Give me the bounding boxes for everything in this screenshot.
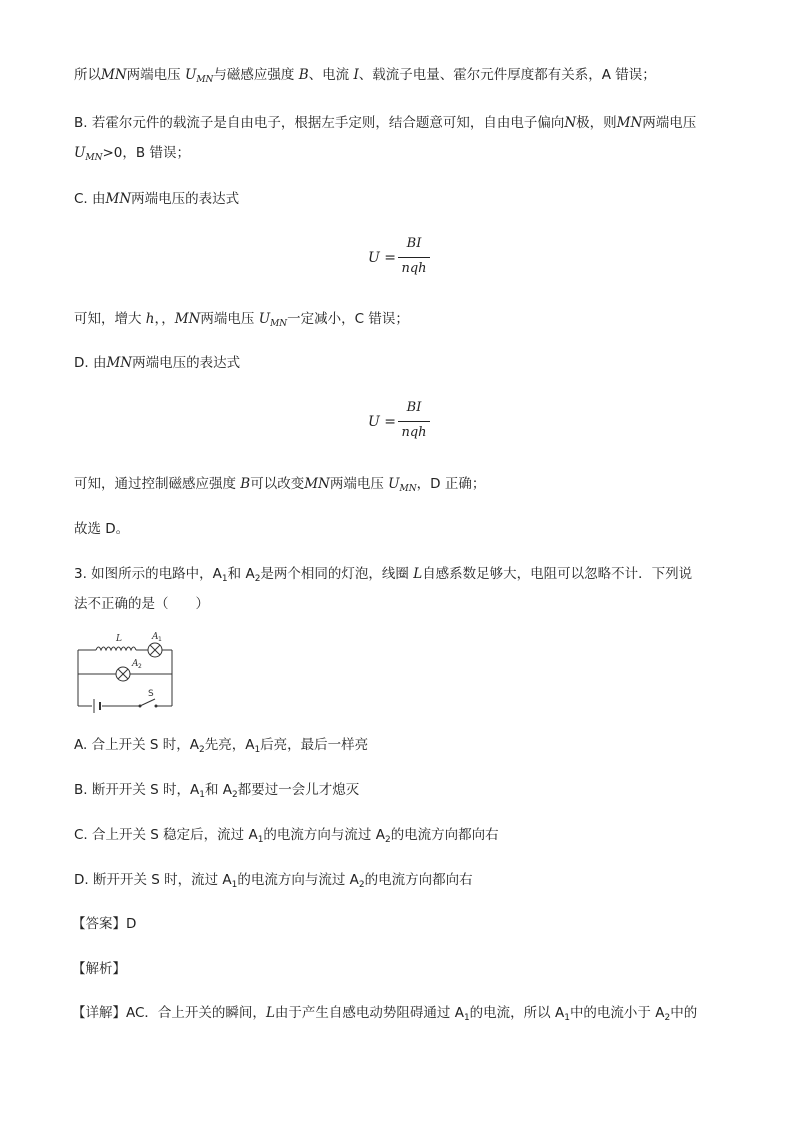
symbol-mn: MN <box>304 476 330 492</box>
battery <box>94 699 100 713</box>
option-b <box>74 781 359 804</box>
subscript: 1 <box>199 790 205 800</box>
text: 可以改变 <box>250 476 305 492</box>
subscript: 1 <box>257 835 264 845</box>
paragraph-voltage-dependence <box>74 66 656 89</box>
subscript: 2 <box>254 574 261 584</box>
subscript-mn: MN <box>399 484 417 494</box>
symbol-b: B <box>240 476 251 492</box>
fraction-bar <box>398 421 430 422</box>
symbol-n: N <box>564 115 577 131</box>
text: C. 合上开关 S 稳定后，流过 A <box>74 827 258 843</box>
text: 法不正确的是（ ） <box>74 596 209 612</box>
equation-numerator: BI <box>406 400 422 415</box>
paragraph-option-b-explanation-cont <box>74 144 190 167</box>
paragraph-option-b-explanation <box>74 114 696 132</box>
text: 两端电压 <box>126 67 185 83</box>
text: 的电流方向都向右 <box>390 827 499 843</box>
text: 两端电压的表达式 <box>131 191 240 207</box>
subscript-mn: MN <box>85 153 103 163</box>
symbol-mn: MN <box>106 355 133 371</box>
analysis-label <box>72 960 126 978</box>
text: 中的电流小于 A <box>569 1005 665 1021</box>
text: 和 A <box>204 782 232 798</box>
switch-s <box>139 699 157 707</box>
text: 和 A <box>227 566 255 582</box>
label-a2-sub: 2 <box>138 663 142 670</box>
equation-lhs: U = <box>368 250 396 266</box>
symbol-mn: MN <box>616 115 643 131</box>
text: 都要过一会儿才熄灭 <box>237 782 360 798</box>
text: 两端电压 <box>329 476 389 492</box>
circuit-diagram <box>72 628 182 718</box>
text: 可知，通过控制磁感应强度 <box>74 476 241 492</box>
text: 由于产生自感电动势阻碍通过 A <box>274 1005 464 1021</box>
equation-numerator: BI <box>406 236 422 251</box>
symbol-mn: MN <box>105 191 132 207</box>
text: 是两个相同的灯泡，线圈 <box>260 566 414 582</box>
text: 的电流方向与流过 A <box>263 827 385 843</box>
symbol-b: B <box>298 67 309 83</box>
text: 、电流 <box>308 67 354 83</box>
label-a2: A <box>132 659 139 669</box>
text: 中的 <box>670 1005 698 1021</box>
symbol-l: L <box>413 566 423 582</box>
subscript: 2 <box>198 745 205 755</box>
symbol-l: L <box>265 1005 275 1021</box>
paragraph-choose-d <box>74 520 129 538</box>
subscript: 1 <box>254 745 261 755</box>
subscript: 1 <box>231 880 238 890</box>
label-l: L <box>116 634 122 644</box>
subscript-mn: MN <box>196 75 214 85</box>
symbol-u: U <box>388 476 400 492</box>
subscript: 2 <box>664 1013 671 1023</box>
paragraph-option-d-conclusion <box>74 475 485 498</box>
answer-label <box>72 915 136 933</box>
text: >0，B 错误； <box>102 145 190 161</box>
text: 两端电压 <box>200 311 259 327</box>
question-3-stem <box>74 565 692 588</box>
text: 的电流方向都向右 <box>364 872 473 888</box>
text: A. 合上开关 S 时，A <box>74 737 199 753</box>
symbol-u: U <box>184 67 197 83</box>
text: B. 若霍尔元件的载流子是自由电子，根据左手定则，结合题意可知，自由电子偏向 <box>74 115 565 131</box>
text: 两端电压 <box>642 115 697 131</box>
text: 后亮，最后一样亮 <box>260 737 369 753</box>
equation-denominator: nqh <box>401 261 427 276</box>
text: 的电流，所以 A <box>469 1005 565 1021</box>
text: 两端电压的表达式 <box>132 355 241 371</box>
fraction-bar <box>398 257 430 258</box>
symbol-h: h <box>145 311 155 327</box>
equation-2 <box>368 400 488 446</box>
detail-paragraph <box>72 1004 697 1027</box>
answer-text: 【答案】D <box>72 916 137 932</box>
subscript: 1 <box>221 574 228 584</box>
subscript: 2 <box>384 835 391 845</box>
text: 故选 D。 <box>74 521 130 537</box>
lamp-a2 <box>116 667 130 681</box>
subscript: 2 <box>232 790 238 800</box>
paragraph-option-c-intro <box>74 190 239 208</box>
equation-1 <box>368 236 488 282</box>
inductor-coil <box>96 647 136 650</box>
equation-denominator: nqh <box>401 425 427 440</box>
text: 可知，增大 <box>74 311 146 327</box>
text: B. 断开开关 S 时，A <box>74 782 200 798</box>
paragraph-option-c-conclusion <box>74 310 409 333</box>
text: 极，则 <box>576 115 617 131</box>
symbol-u: U <box>258 311 271 327</box>
option-c <box>74 826 499 849</box>
lamp-a1 <box>148 643 162 657</box>
text: 所以 <box>74 67 101 83</box>
text: ，D 正确； <box>416 476 486 492</box>
symbol-u: U <box>74 145 86 161</box>
text: ，， <box>154 311 175 327</box>
text: 一定减小，C 错误； <box>287 311 409 327</box>
text: D. 由 <box>74 355 107 371</box>
text: 的电流方向与流过 A <box>237 872 359 888</box>
text: 自感系数足够大，电阻可以忽略不计．下列说 <box>422 566 693 582</box>
subscript: 1 <box>564 1013 570 1023</box>
question-3-stem-cont <box>74 595 209 613</box>
text: 先亮，A <box>204 737 255 753</box>
subscript-mn: MN <box>270 319 288 329</box>
option-a <box>74 736 368 759</box>
text: 、载流子电量、霍尔元件厚度都有关系，A 错误； <box>358 67 656 83</box>
label-s: S <box>148 689 154 699</box>
symbol-i: I <box>353 67 359 83</box>
label-a1-sub: 1 <box>158 636 162 643</box>
symbol-mn: MN <box>101 67 127 83</box>
text: 【详解】AC．合上开关的瞬间， <box>72 1005 266 1021</box>
option-d <box>74 871 473 894</box>
text: 3. 如图所示的电路中，A <box>74 566 222 582</box>
analysis-text: 【解析】 <box>72 961 126 977</box>
text: 与磁感应强度 <box>213 67 299 83</box>
subscript: 1 <box>463 1013 470 1023</box>
text: C. 由 <box>74 191 106 207</box>
text: D. 断开开关 S 时，流过 A <box>74 872 232 888</box>
symbol-mn: MN <box>174 311 201 327</box>
paragraph-option-d-intro <box>74 354 240 372</box>
label-a1: A <box>152 632 159 642</box>
subscript: 2 <box>358 880 365 890</box>
equation-lhs: U = <box>368 414 396 430</box>
